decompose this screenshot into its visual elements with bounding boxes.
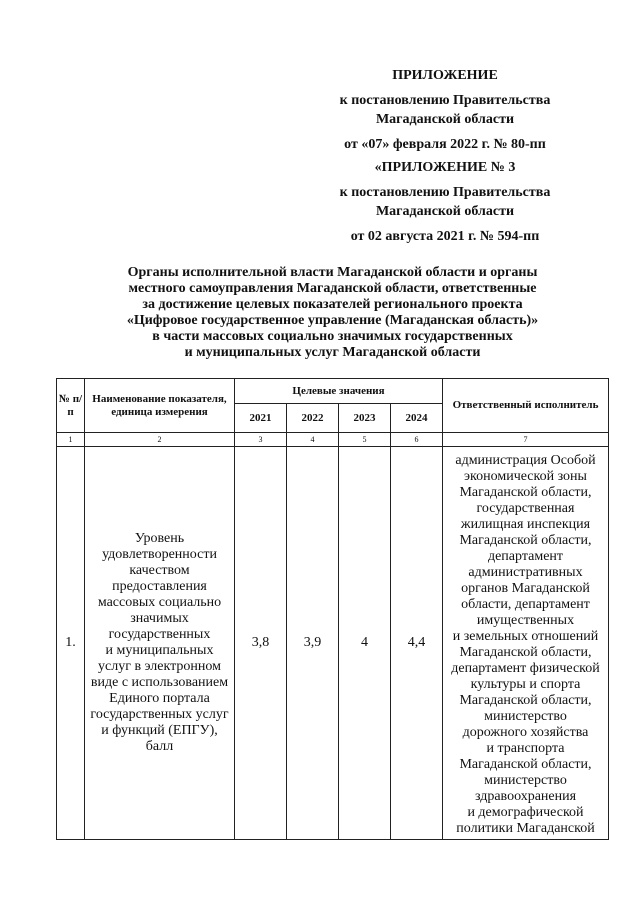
indicator-line: и функций (ЕПГУ),: [101, 723, 218, 738]
header-num: № п/п: [57, 379, 85, 433]
responsible-line: администрация Особой: [455, 453, 596, 468]
appendix-line: Магаданской области: [375, 112, 515, 127]
responsible-line: здравоохранения: [474, 789, 577, 804]
indicator-line: государственных: [108, 627, 211, 642]
responsible-line: министерство: [484, 709, 567, 724]
indicator-line: удовлетворенности: [102, 547, 217, 562]
title-line: местного самоуправления Магаданской области, ответственные: [128, 281, 537, 296]
header-year: 2021: [235, 404, 287, 433]
header-indicator-name: Наименование показателя, единица измерения: [85, 379, 235, 433]
appendix-3-line: Магаданской области: [375, 204, 515, 219]
responsible-line: государственная: [476, 501, 575, 516]
header-responsible: Ответственный исполнитель: [443, 379, 609, 433]
column-number: 5: [339, 433, 391, 447]
header-year: 2023: [339, 404, 391, 433]
title-line: в части массовых социально значимых государственных: [152, 329, 513, 344]
header-year: 2022: [287, 404, 339, 433]
indicator-line: государственных услуг: [90, 707, 229, 722]
title-line: Органы исполнительной власти Магаданской области и органы: [127, 265, 538, 280]
indicator-line: предоставления: [112, 579, 207, 594]
responsible-line: Магаданской области,: [459, 533, 592, 548]
column-number: 2: [85, 433, 235, 447]
appendix-header: [320, 66, 570, 154]
responsible-line: Магаданской области,: [459, 485, 592, 500]
responsible-line: министерство: [484, 773, 567, 788]
indicator-line: массовых социально: [97, 595, 222, 610]
responsible-line: Магаданской области,: [459, 757, 592, 772]
indicator-line: виде с использованием: [90, 675, 229, 690]
title-line: «Цифровое государственное управление (Магаданская область)»: [126, 313, 539, 328]
value-2023: 4: [339, 447, 391, 840]
column-number: 6: [391, 433, 443, 447]
indicator-line: Единого портала: [109, 691, 210, 706]
title-line: и муниципальных услуг Магаданской области: [184, 345, 481, 360]
header-target-values: Целевые значения: [235, 379, 443, 404]
responsible-line: и транспорта: [486, 741, 565, 756]
appendix-date: от «07» февраля 2022 г. № 80-пп: [344, 137, 546, 152]
title-line: за достижение целевых показателей регионального проекта: [142, 297, 523, 312]
appendix-3-title: «ПРИЛОЖЕНИЕ № 3: [374, 160, 516, 175]
responsible-line: имущественных: [476, 613, 575, 628]
responsible-line: департамент: [487, 549, 564, 564]
column-number: 3: [235, 433, 287, 447]
responsible-line: административных: [468, 565, 583, 580]
row-number: 1.: [57, 447, 85, 840]
indicator-cell: [85, 447, 235, 840]
responsible-line: департамент физической: [451, 661, 600, 676]
indicator-line: качеством: [129, 563, 190, 578]
responsible-line: культуры и спорта: [470, 677, 581, 692]
appendix-title: ПРИЛОЖЕНИЕ: [392, 68, 498, 83]
responsible-line: экономической зоны: [464, 469, 587, 484]
indicator-line: и муниципальных: [105, 643, 214, 658]
responsible-line: политики Магаданской: [456, 821, 595, 836]
responsible-line: органов Магаданской: [461, 581, 590, 596]
table-row: [57, 447, 609, 840]
indicator-line: Уровень: [134, 531, 185, 546]
indicator-line: значимых: [130, 611, 189, 626]
responsible-line: жилищная инспекция: [460, 517, 591, 532]
document-title: [100, 265, 565, 361]
column-number: 1: [57, 433, 85, 447]
column-number: 4: [287, 433, 339, 447]
responsible-line: Магаданской области,: [459, 693, 592, 708]
column-number: 7: [443, 433, 609, 447]
indicator-line: балл: [145, 739, 174, 754]
appendix-line: к постановлению Правительства: [339, 93, 551, 108]
indicator-line: услуг в электронном: [98, 659, 221, 674]
responsible-line: Магаданской области,: [459, 645, 592, 660]
responsible-cell: [443, 447, 609, 840]
appendix-3-date: от 02 августа 2021 г. № 594-пп: [350, 229, 540, 244]
value-2021: 3,8: [235, 447, 287, 840]
appendix-3-line: к постановлению Правительства: [339, 185, 551, 200]
indicators-table: [56, 378, 609, 840]
responsible-line: и демографической: [467, 805, 584, 820]
responsible-line: дорожного хозяйства: [462, 725, 589, 740]
responsible-line: и земельных отношений: [452, 629, 599, 644]
value-2022: 3,9: [287, 447, 339, 840]
value-2024: 4,4: [391, 447, 443, 840]
responsible-line: области, департамент: [461, 597, 590, 612]
header-year: 2024: [391, 404, 443, 433]
appendix-3-header: [320, 158, 570, 246]
